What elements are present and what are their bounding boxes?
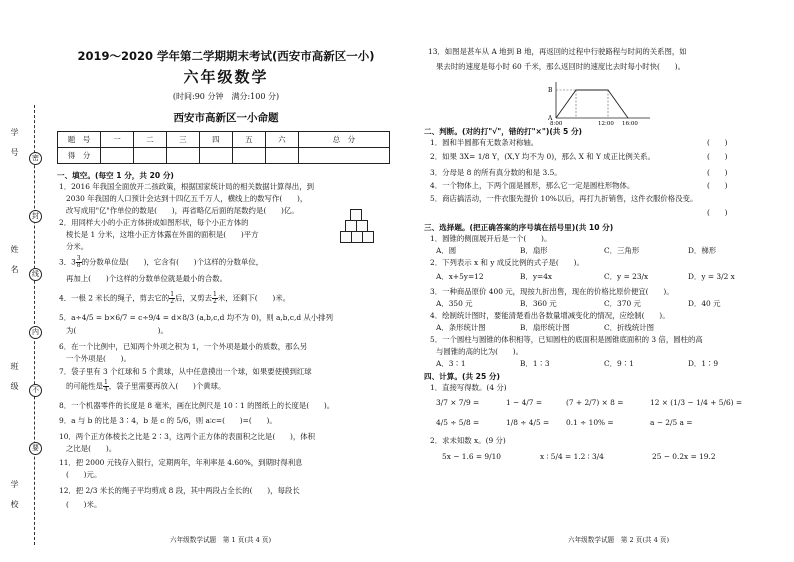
question-text: 2．用同样大小的小正方体拼成如图形状，每个小正方体的	[59, 218, 249, 227]
score-cell[interactable]	[199, 148, 232, 164]
question-text: 与圆锥的高的比为( )。	[436, 347, 524, 356]
calc-item: 12 × (1/3 − 1/4 + 5/6) =	[650, 398, 743, 407]
author-line: 西安市高新区一小命题	[173, 112, 279, 124]
question-text: 果去时的速度是每小时 60 千米，那么返回时的速度比去时每小时快( )。	[436, 62, 685, 71]
option: A．圆	[436, 246, 457, 255]
school-label: 学 校	[10, 480, 19, 510]
question-text: 3．3 $\frac{3}{8}$ 的分数单位是( )，它含有( )个这样的分数单位，	[59, 255, 264, 269]
time-info: (时间:90 分钟 满分:100 分)	[172, 92, 280, 101]
question-text: 5．一个圆柱与圆锥的体积相等，已知圆柱的底面积是圆锥底面积的 3 倍，圆柱的高	[430, 335, 703, 344]
option: B．1∶3	[520, 359, 550, 368]
subject-title: 六年级数学	[183, 68, 269, 86]
equation: x ∶ 5/4 = 1.2 ∶ 3/4	[540, 452, 604, 461]
question-text: 3．分母是 8 的所有真分数的和是 3.5。	[430, 168, 562, 177]
calc-item: 1 − 4/7 =	[506, 398, 543, 407]
option: C．折线统计图	[604, 323, 654, 332]
seal-char: 不	[29, 384, 42, 397]
section-true-false: 二、判断。(对的打"√"，错的打"×")(共 5 分)	[424, 127, 583, 136]
page-footer-left: 六年级数学试题 第 1 页(共 4 页)	[170, 536, 272, 544]
question-text: 9．a 与 b 的比是 3∶4，b 是 c 的 5/6，则 a∶c=( )=( )。	[59, 416, 277, 425]
section-calculation: 四、计算。(共 25 分)	[424, 372, 500, 381]
calc-item: a − 2/5 a =	[650, 418, 693, 427]
exam-title: 2019～2020 学年第二学期期末考试(西安市高新区一小)	[77, 49, 375, 63]
name-label: 姓 名	[10, 245, 19, 275]
question-text: 2．求未知数 x。(9 分)	[430, 436, 506, 445]
question-text: 1．2016 年我国全面放开二孩政策，根据国家统计局的相关数据计算得出，到	[59, 182, 314, 191]
question-text: 4．一根 2 米长的绳子，剪去它的 $\frac{1}{2}$ 后，又剪去 $\frac{1}{2}$ 米，还剩下( )米。	[59, 291, 291, 305]
question-text: 1．圆锥的侧面展开后是一个( )。	[430, 234, 552, 243]
calc-item: 3/7 × 7/9 =	[436, 398, 480, 407]
class-label: 班 级	[10, 362, 19, 392]
score-header: 三	[166, 132, 199, 148]
question-text: 13．如图是甚车从 A 地到 B 地，再返回的过程中行驶路程与时间的关系图，如	[428, 47, 687, 56]
equation: 25 − 0.2x = 19.2	[652, 452, 716, 461]
option: D．y = 3/2 x	[688, 272, 735, 281]
graph-line	[556, 90, 628, 118]
question-text: 2．下列表示 x 和 y 成反比例的式子是( )。	[430, 258, 584, 267]
graph-tick: 12:00	[598, 121, 614, 126]
question-text: 2．如果 3X= 1/8 Y，(X,Y 均不为 0)，那么 X 和 Y 成正比例关系。	[430, 152, 655, 161]
score-header: 总 分	[298, 132, 389, 148]
score-header: 题 号	[58, 132, 101, 148]
score-cell[interactable]	[101, 148, 134, 164]
distance-time-graph	[546, 78, 656, 126]
seal-line	[34, 105, 35, 545]
option: A．350 元	[436, 299, 473, 308]
question-text: 2030 年我国的人口预计会达到十四亿五千万人，横线上的数写作( )，	[66, 194, 308, 203]
seal-char: 要	[29, 442, 42, 455]
score-header: 四	[199, 132, 232, 148]
score-table	[57, 131, 390, 164]
option: A．3∶1	[436, 359, 466, 368]
question-text: 5．a÷4/5 = b×6/7 = c÷9/4 = d×8/3 (a,b,c,d 均不为 0)，则 a,b,c,d 从小排列	[59, 313, 333, 322]
option: D．1∶9	[688, 359, 719, 368]
calc-item: 0.1 ÷ 10% =	[566, 418, 614, 427]
score-cell[interactable]	[133, 148, 166, 164]
option: B．扇形	[520, 246, 548, 255]
option: D．40 元	[688, 299, 721, 308]
section-multiple-choice: 三、选择题。(把正确答案的序号填在括号里)(共 10 分)	[424, 223, 614, 232]
score-cell[interactable]	[265, 148, 298, 164]
score-cell[interactable]	[298, 148, 389, 164]
question-text: ( )元。	[66, 470, 102, 479]
question-text: 1．圆和半圆都有无数条对称轴。	[430, 138, 539, 147]
graph-label-a: A	[548, 115, 553, 122]
seal-char: 内	[29, 326, 42, 339]
question-text: 8．一个机器零件的长度是 8 毫米，画在比例尺是 10∶1 的图纸上的长度是( )。	[59, 401, 335, 410]
calc-item: 4/5 ÷ 5/8 =	[436, 418, 480, 427]
question-text: 1．直接写得数。(4 分)	[430, 383, 507, 392]
answer-paren[interactable]: ( )	[707, 152, 728, 161]
graph-tick: 16:00	[622, 121, 638, 126]
option: A．条形统计图	[436, 323, 486, 332]
question-text: 4．一个物体上，下两个面是圆形，那么它一定是圆柱形物体。	[430, 181, 635, 190]
question-text: 之比是( )。	[66, 444, 117, 453]
question-text: 12．把 2/3 米长的绳子平均剪成 8 段，其中两段占全长的( )，每段长	[59, 486, 300, 495]
question-text: ( )米。	[66, 500, 102, 509]
option: A．x+5y=12	[436, 272, 484, 281]
question-text: 改写成用"亿"作单位的数是( )，再省略亿后面的尾数约是( )亿。	[66, 206, 299, 215]
question-text: 再加上( )个这样的分数单位就是最小的合数。	[66, 274, 227, 283]
answer-paren[interactable]: ( )	[707, 138, 728, 147]
answer-paren[interactable]: ( )	[707, 208, 728, 217]
score-header: 六	[265, 132, 298, 148]
question-text: 5．商店搞活动，一件衣服先提价 10%以后，再打九折销售，这件衣服价格没变。	[430, 194, 698, 203]
score-header: 二	[133, 132, 166, 148]
option: D．梯形	[688, 246, 717, 255]
option: B．y=4x	[520, 272, 553, 281]
question-text: 3．一种商品原价 400 元，现按九折出售，现在的价格比原价便宜( )。	[430, 287, 674, 296]
score-cell[interactable]	[166, 148, 199, 164]
answer-paren[interactable]: ( )	[707, 181, 728, 190]
answer-paren[interactable]: ( )	[707, 168, 728, 177]
question-text: 棱长是 1 分米，这堆小正方体露在外面的面积是( )平方	[66, 230, 259, 239]
question-text: 的可能性是 $\frac{1}{4}$ ，袋子里需要再放入( )个黄球。	[66, 379, 226, 393]
question-text: 10．两个正方体棱长之比是 2∶3，这两个正方体的表面积之比是( )，体积	[59, 432, 316, 441]
question-text: 6．在一个比例中，已知两个外项之积为 1，一个外项是最小的质数，那么另	[59, 342, 308, 351]
question-text: 11．把 2000 元钱存入银行，定期两年，年利率是 4.60%，到期时得利息	[59, 458, 303, 467]
seal-char: 密	[29, 152, 42, 165]
option: B．360 元	[520, 299, 557, 308]
score-header: 一	[101, 132, 134, 148]
section-fill-blank: 一、填空。(每空 1 分，共 20 分)	[57, 171, 174, 180]
score-row-label: 得 分	[58, 148, 101, 164]
option: C．y = 23/x	[604, 272, 649, 281]
question-text: 为( )。	[66, 326, 168, 335]
question-text: 7．袋子里有 3 个红球和 5 个黄球，从中任意摸出一个球，如果要使摸到红球	[59, 367, 312, 376]
seal-char: 线	[29, 268, 42, 281]
equation: 5x − 1.6 = 9/10	[442, 452, 502, 461]
question-text: 一个外项是( )。	[66, 354, 131, 363]
score-cell[interactable]	[232, 148, 265, 164]
option: C．370 元	[604, 299, 641, 308]
seal-char: 封	[29, 210, 42, 223]
graph-tick: 8:00	[550, 121, 563, 126]
student-id-label: 学 号	[10, 128, 19, 158]
graph-label-b: B	[548, 87, 553, 94]
calc-item: (7 + 2/7) × 8 =	[566, 398, 624, 407]
question-text: 分米。	[66, 242, 89, 251]
option: B．扇形统计图	[520, 323, 570, 332]
option: C．三角形	[604, 246, 640, 255]
question-text: 4．绘制统计图时，要能清楚看出各数量增减变化的情况，应绘制( )。	[430, 311, 670, 320]
page-footer-right: 六年级数学试题 第 2 页(共 4 页)	[568, 536, 670, 544]
option: C．9∶1	[604, 359, 634, 368]
score-header: 五	[232, 132, 265, 148]
calc-item: 1/8 ÷ 4/5 =	[506, 418, 550, 427]
